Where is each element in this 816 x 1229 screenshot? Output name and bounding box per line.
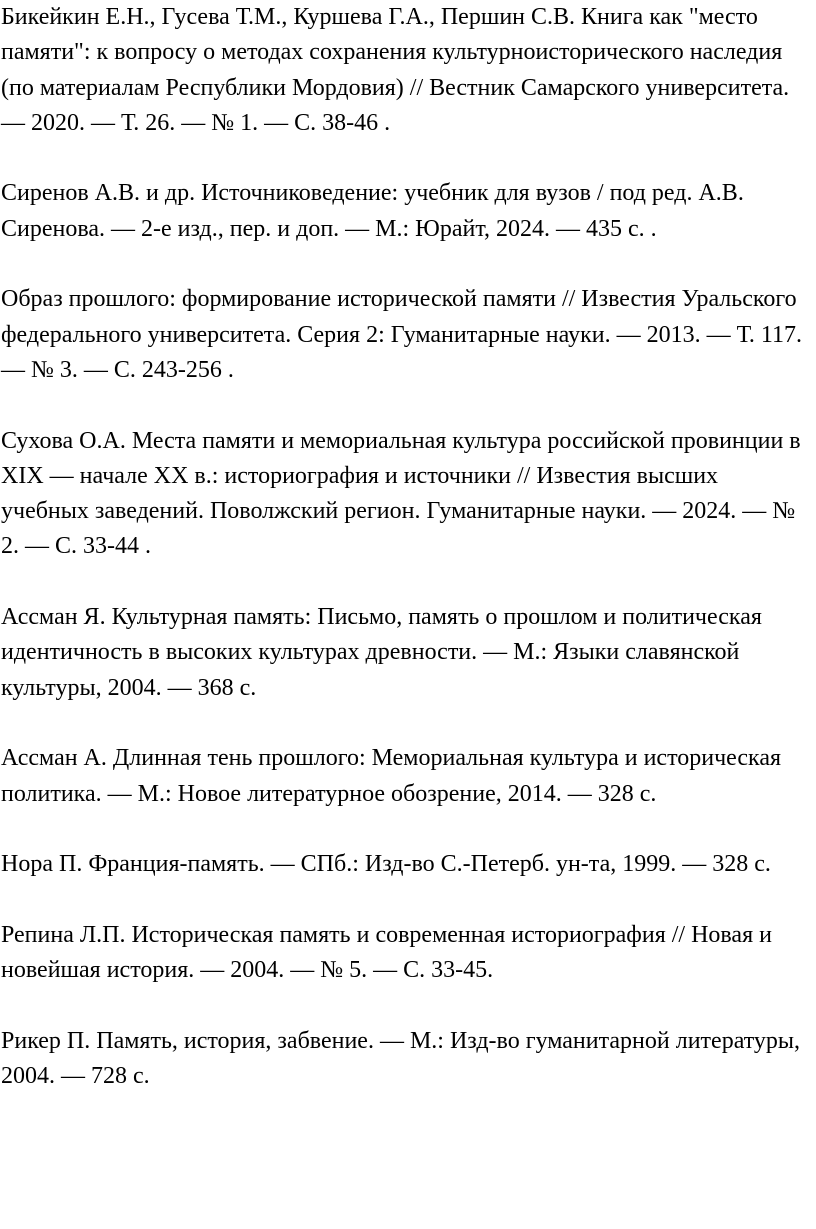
reference-entry-sukhova: Сухова О.А. Места памяти и мемориальная культура российской провинции в XIX — начале XX в.: историография и источники // Известия высших учебных заведений. Поволжский регион. Гуманитарные науки. — 2024. — № 2. — С. 33-44 . — [1, 427, 801, 560]
reference-entry-bikeykin: Бикейкин Е.Н., Гусева Т.М., Куршева Г.А., Першин С.В. Книга как "место памяти": к вопросу о методах сохранения культурноисторического наследия (по материалам Республики Мордовия) // Вестник Самарского университета. — 2020. — Т. 26. — № 1. — С. 38-46 . — [1, 4, 790, 136]
reference-list — [1, 0, 802, 1094]
reference-entry-sirenov: Сиренов А.В. и др. Источниковедение: учебник для вузов / под ред. А.В. Сиренова. — 2-е изд., пер. и доп. — М.: Юрайт, 2024. — 435 с. . — [1, 180, 744, 242]
reference-entry-obraz-proshlogo: Образ прошлого: формирование исторической памяти // Известия Уральского федерального университета. Серия 2: Гуманитарные науки. — 2013. — Т. 117. — № 3. — С. 243-256 . — [1, 286, 802, 383]
reference-entry-assman-a: Ассман А. Длинная тень прошлого: Мемориальная культура и историческая политика. — М.: Новое литературное обозрение, 2014. — 328 с. — [1, 745, 782, 807]
reference-entry-assman-ya: Ассман Я. Культурная память: Письмо, память о прошлом и политическая идентичность в высоких культурах древности. — М.: Языки славянской культуры, 2004. — 368 с. — [1, 604, 762, 701]
reference-entry-riker: Рикер П. Память, история, забвение. — М.: Изд-во гуманитарной литературы, 2004. — 728 с. — [1, 1027, 801, 1089]
reference-entry-repina: Репина Л.П. Историческая память и современная историография // Новая и новейшая история. — 2004. — № 5. — С. 33-45. — [1, 921, 772, 984]
reference-entry-nora: Нора П. Франция-память. — СПб.: Изд-во С.-Петерб. ун-та, 1999. — 328 с. — [1, 851, 771, 878]
